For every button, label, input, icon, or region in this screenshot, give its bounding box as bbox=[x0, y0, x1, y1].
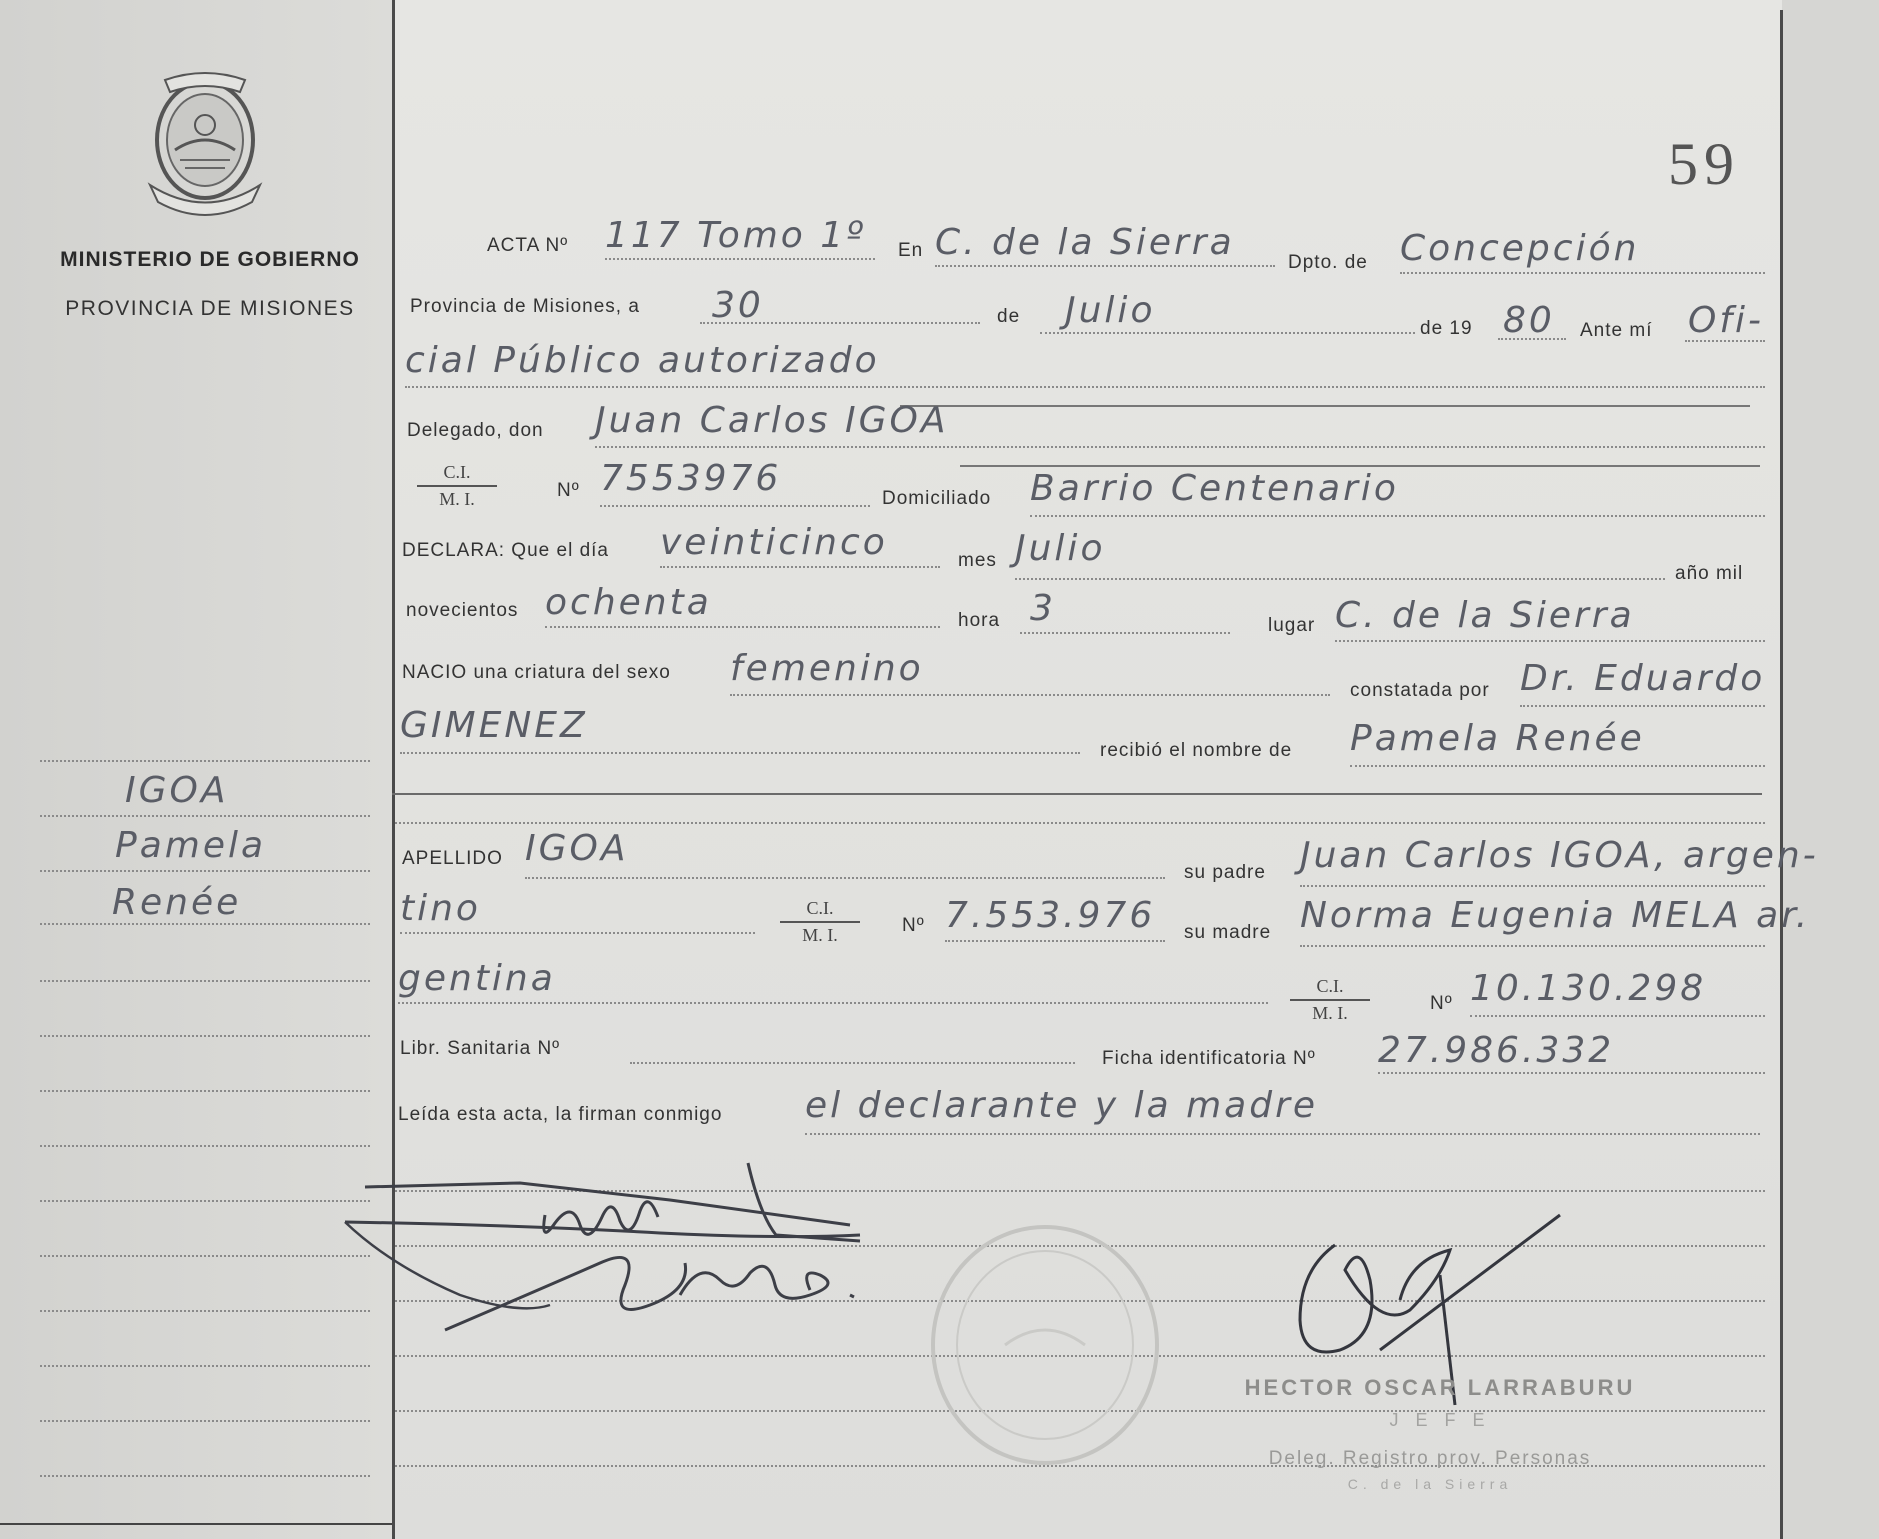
label-leida: Leída esta acta, la firman conmigo bbox=[398, 1104, 723, 1125]
fill-line bbox=[398, 1002, 1268, 1004]
label-domiciliado: Domiciliado bbox=[882, 488, 992, 509]
fill-line bbox=[595, 446, 1765, 448]
ci-label: C.I. bbox=[1290, 976, 1370, 1001]
strike-line bbox=[900, 405, 1750, 407]
fill-line bbox=[1378, 1072, 1765, 1074]
stamp-office: Deleg. Registro prov. Personas bbox=[1268, 1448, 1592, 1469]
label-lugar: lugar bbox=[1268, 615, 1316, 636]
label-su-padre: su padre bbox=[1184, 862, 1266, 883]
label-novecientos: novecientos bbox=[406, 600, 519, 621]
fill-line bbox=[660, 566, 940, 568]
label-ficha: Ficha identificatoria Nº bbox=[1102, 1048, 1316, 1069]
page-number: 59 bbox=[1668, 131, 1740, 197]
province-title: PROVINCIA DE MISIONES bbox=[65, 297, 355, 320]
fill-line bbox=[945, 940, 1165, 942]
fill-line bbox=[400, 752, 1080, 754]
margin-second-name: Renée bbox=[112, 882, 242, 923]
value-mother-1: Norma Eugenia MELA ar. bbox=[1300, 895, 1811, 936]
mi-label: M. I. bbox=[439, 489, 475, 509]
margin-line bbox=[40, 815, 370, 817]
label-declara: DECLARA: Que el día bbox=[402, 540, 609, 561]
ci-mi-fraction bbox=[417, 462, 497, 510]
label-mes: mes bbox=[958, 550, 997, 571]
margin-line bbox=[40, 1365, 370, 1367]
fill-line bbox=[545, 626, 940, 628]
label-no: Nº bbox=[1430, 993, 1453, 1014]
value-place: C. de la Sierra bbox=[935, 222, 1235, 263]
margin-line bbox=[40, 1200, 370, 1202]
label-libreta: Libr. Sanitaria Nº bbox=[400, 1038, 561, 1059]
label-de: de bbox=[997, 306, 1021, 327]
fill-line bbox=[1350, 765, 1765, 767]
fill-line bbox=[1015, 578, 1665, 580]
label-delegado: Delegado, don bbox=[407, 420, 544, 441]
value-father-1: Juan Carlos IGOA, argen- bbox=[1300, 835, 1819, 876]
fill-line bbox=[600, 505, 870, 507]
fill-line bbox=[395, 822, 1765, 824]
label-recibio: recibió el nombre de bbox=[1100, 740, 1293, 761]
fill-line bbox=[730, 694, 1330, 696]
label-nacio: NACIO una criatura del sexo bbox=[402, 662, 671, 683]
label-constatada: constatada por bbox=[1350, 680, 1490, 701]
value-father-2: tino bbox=[400, 888, 481, 929]
fill-line bbox=[1335, 640, 1765, 642]
margin-line bbox=[40, 1145, 370, 1147]
label-en: En bbox=[898, 240, 924, 261]
fill-line bbox=[1685, 340, 1765, 342]
margin-line bbox=[40, 1420, 370, 1422]
value-year: 80 bbox=[1503, 300, 1555, 341]
margin-first-name: Pamela bbox=[115, 825, 267, 866]
margin-line bbox=[40, 1090, 370, 1092]
margin-line bbox=[40, 1255, 370, 1257]
label-no: Nº bbox=[557, 480, 580, 501]
declarant-signature bbox=[340, 1155, 880, 1340]
value-birth-year: ochenta bbox=[545, 582, 712, 623]
fill-line bbox=[1040, 332, 1415, 334]
right-frame-line bbox=[1780, 10, 1783, 1539]
label-de19: de 19 bbox=[1420, 318, 1473, 339]
fill-line bbox=[935, 265, 1275, 267]
value-day: 30 bbox=[712, 285, 764, 326]
value-hour: 3 bbox=[1030, 588, 1056, 629]
margin-line bbox=[40, 923, 370, 925]
value-birth-day: veinticinco bbox=[660, 522, 888, 563]
fill-line bbox=[405, 386, 1765, 388]
fill-line bbox=[1020, 632, 1230, 634]
ci-mi-fraction bbox=[780, 898, 860, 946]
value-acta-no: 117 Tomo 1º bbox=[605, 215, 867, 256]
fill-line bbox=[1498, 338, 1566, 340]
mi-label: M. I. bbox=[1312, 1003, 1348, 1023]
stamp-name: HECTOR OSCAR LARRABURU bbox=[1244, 1375, 1636, 1400]
value-birth-place: C. de la Sierra bbox=[1335, 595, 1635, 636]
value-doctor-2: GIMENEZ bbox=[400, 705, 588, 746]
value-official-2: cial Público autorizado bbox=[405, 340, 880, 381]
value-signers: el declarante y la madre bbox=[805, 1085, 1319, 1126]
bottom-left-line bbox=[0, 1523, 392, 1525]
label-no: Nº bbox=[902, 915, 925, 936]
value-child-name: Pamela Renée bbox=[1350, 718, 1645, 759]
stamp-place: C. de la Sierra bbox=[1347, 1476, 1513, 1492]
value-month: Julio bbox=[1065, 290, 1156, 331]
label-acta: ACTA Nº bbox=[487, 235, 569, 256]
margin-line bbox=[40, 980, 370, 982]
mi-label: M. I. bbox=[802, 925, 838, 945]
value-delegate: Juan Carlos IGOA bbox=[595, 400, 949, 441]
round-stamp bbox=[925, 1220, 1165, 1470]
fill-line bbox=[605, 258, 875, 260]
value-doctor-1: Dr. Eduardo bbox=[1520, 658, 1766, 699]
label-provincia: Provincia de Misiones, a bbox=[410, 296, 640, 317]
value-mother-ci: 10.130.298 bbox=[1470, 968, 1707, 1009]
fill-line bbox=[1400, 272, 1765, 274]
value-official-1: Ofi- bbox=[1688, 300, 1765, 341]
value-father-ci: 7.553.976 bbox=[945, 895, 1156, 936]
margin-line bbox=[40, 1475, 370, 1477]
label-su-madre: su madre bbox=[1184, 922, 1272, 943]
label-dpto: Dpto. de bbox=[1288, 252, 1368, 273]
value-domicile: Barrio Centenario bbox=[1030, 468, 1399, 509]
ci-label: C.I. bbox=[780, 898, 860, 923]
fill-line bbox=[805, 1133, 1760, 1135]
fill-line bbox=[1030, 515, 1765, 517]
section-divider bbox=[392, 793, 1762, 795]
provincial-seal bbox=[140, 70, 270, 220]
stamp-title: J E F E bbox=[1389, 1410, 1491, 1430]
label-apellido: APELLIDO bbox=[402, 848, 503, 869]
margin-line bbox=[40, 870, 370, 872]
fill-line bbox=[400, 932, 755, 934]
fill-line bbox=[630, 1062, 1075, 1064]
value-birth-month: Julio bbox=[1015, 528, 1106, 569]
value-surname: IGOA bbox=[525, 828, 629, 869]
margin-line bbox=[40, 760, 370, 762]
margin-surname: IGOA bbox=[125, 770, 229, 811]
value-ficha: 27.986.332 bbox=[1378, 1030, 1615, 1071]
ci-mi-fraction bbox=[1290, 976, 1370, 1024]
label-ante-mi: Ante mí bbox=[1580, 320, 1653, 341]
ministry-title: MINISTERIO DE GOBIERNO bbox=[60, 248, 360, 271]
fill-line bbox=[1300, 945, 1765, 947]
fill-line bbox=[1300, 885, 1765, 887]
fill-line bbox=[1470, 1015, 1765, 1017]
value-dept: Concepción bbox=[1400, 228, 1640, 269]
fill-line bbox=[700, 322, 980, 324]
ci-label: C.I. bbox=[417, 462, 497, 487]
label-hora: hora bbox=[958, 610, 1001, 631]
value-delegate-ci: 7553976 bbox=[600, 458, 782, 499]
margin-line bbox=[40, 1035, 370, 1037]
value-sex: femenino bbox=[730, 648, 924, 689]
strike-line bbox=[960, 465, 1760, 467]
margin-line bbox=[40, 1310, 370, 1312]
fill-line bbox=[525, 877, 1165, 879]
label-anio-mil: año mil bbox=[1675, 563, 1744, 584]
value-mother-2: gentina bbox=[398, 958, 556, 999]
right-edge bbox=[1782, 0, 1879, 1539]
fill-line bbox=[1520, 705, 1765, 707]
